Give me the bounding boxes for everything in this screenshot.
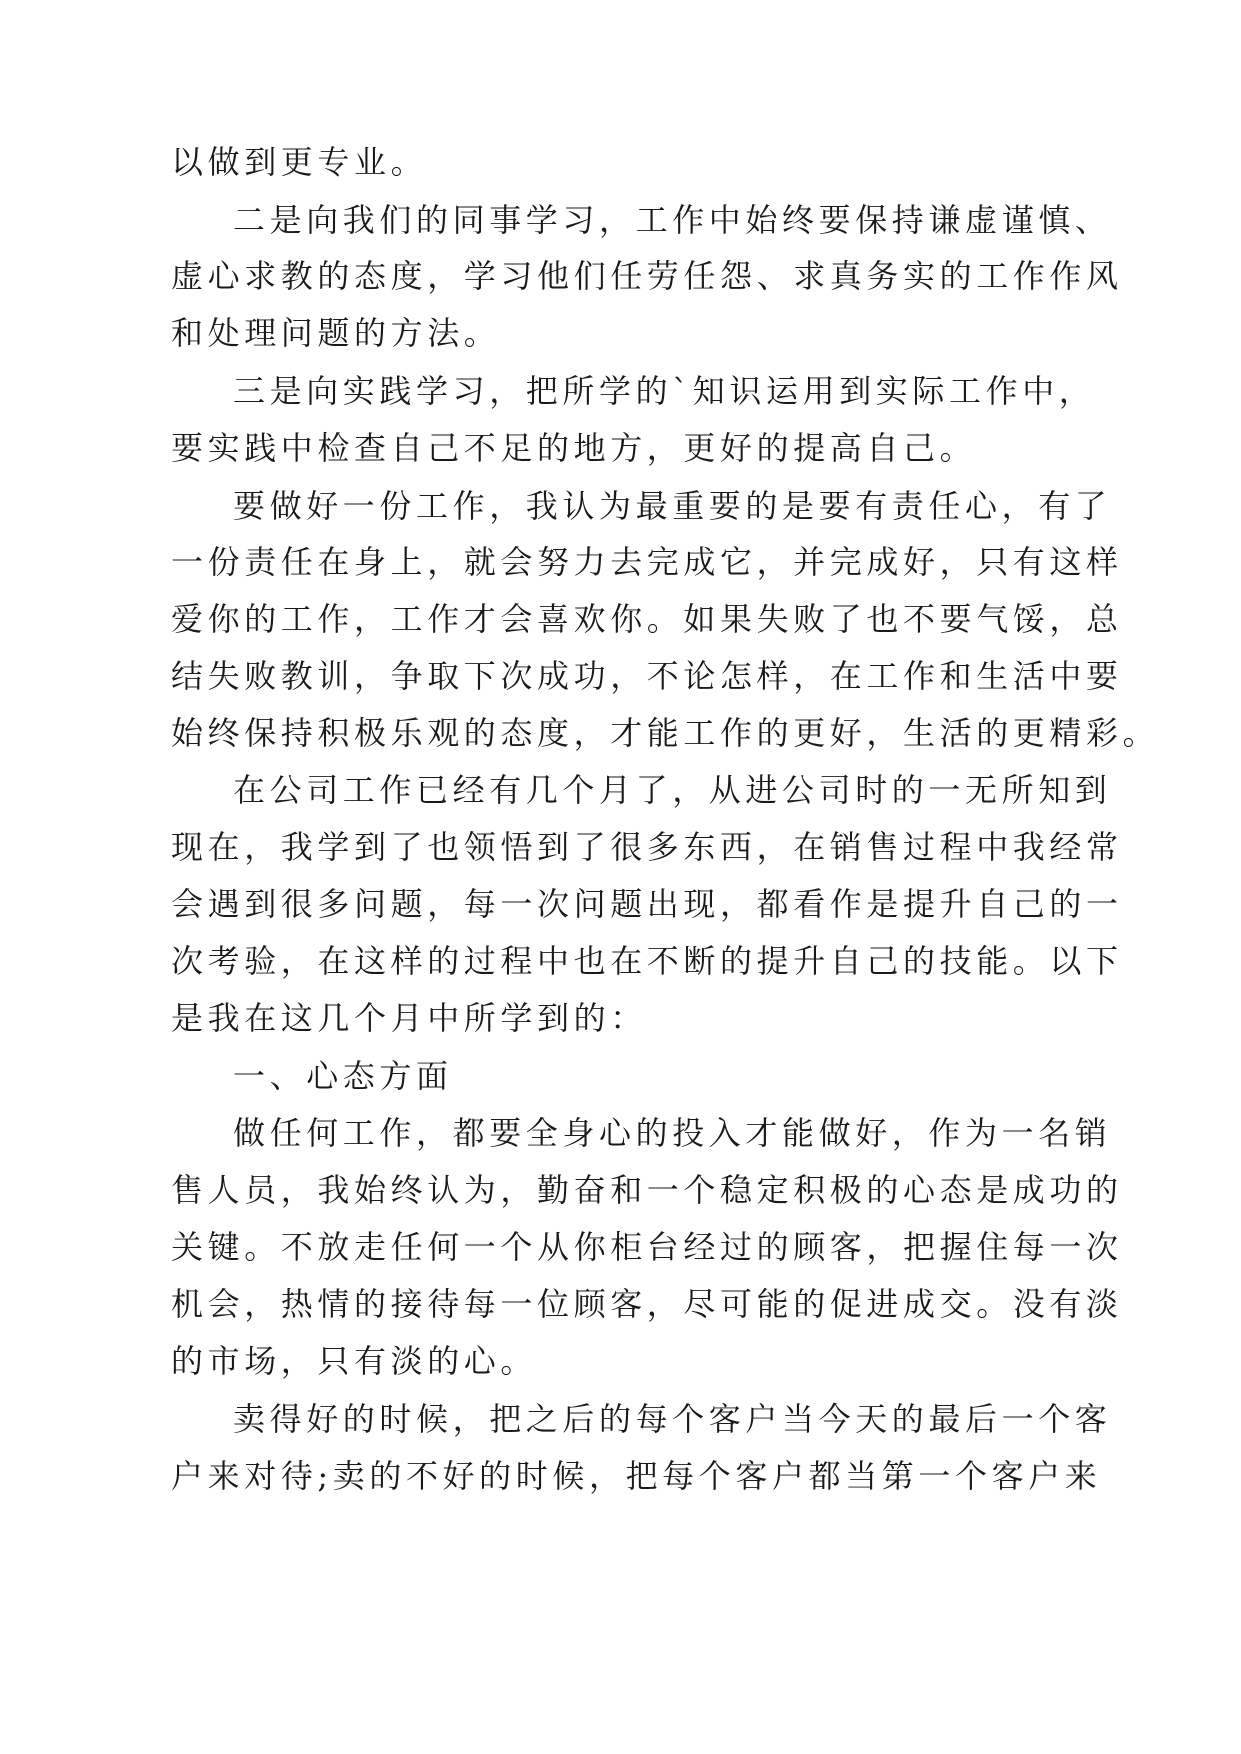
text-line: 机会，热情的接待每一位顾客，尽可能的促进成交。没有淡 [171, 1285, 1123, 1323]
text-line: 卖得好的时候，把之后的每个客户当今天的最后一个客 [233, 1400, 1112, 1438]
section-heading: 一、心态方面 [233, 1057, 453, 1095]
text-line: 现在，我学到了也领悟到了很多东西，在销售过程中我经常 [171, 828, 1123, 866]
text-line: 次考验，在这样的过程中也在不断的提升自己的技能。以下 [171, 942, 1123, 980]
text-line: 以做到更专业。 [171, 143, 428, 181]
text-line: 二是向我们的同事学习，工作中始终要保持谦虚谨慎、 [233, 201, 1112, 239]
text-line: 关键。不放走任何一个从你柜台经过的顾客，把握住每一次 [171, 1228, 1123, 1266]
text-line: 和处理问题的方法。 [171, 314, 501, 352]
text-line: 虚心求教的态度，学习他们任劳任怨、求真务实的工作作风 [171, 257, 1123, 295]
text-line: 一份责任在身上，就会努力去完成它，并完成好，只有这样 [171, 543, 1123, 581]
text-line: 户来对待;卖的不好的时候，把每个客户都当第一个客户来 [171, 1457, 1102, 1495]
text-line: 售人员，我始终认为，勤奋和一个稳定积极的心态是成功的 [171, 1171, 1123, 1209]
text-line: 始终保持积极乐观的态度，才能工作的更好，生活的更精彩。 [171, 714, 1160, 752]
text-line: 是我在这几个月中所学到的： [171, 999, 647, 1037]
text-line: 会遇到很多问题，每一次问题出现，都看作是提升自己的一 [171, 885, 1123, 923]
text-line: 爱你的工作，工作才会喜欢你。如果失败了也不要气馁，总 [171, 600, 1123, 638]
text-line: 结失败教训，争取下次成功，不论怎样，在工作和生活中要 [171, 657, 1123, 695]
text-line: 要做好一份工作，我认为最重要的是要有责任心，有了 [233, 487, 1112, 525]
text-line: 的市场，只有淡的心。 [171, 1342, 538, 1380]
text-line: 在公司工作已经有几个月了，从进公司时的一无所知到 [233, 771, 1112, 809]
text-line: 做任何工作，都要全身心的投入才能做好，作为一名销 [233, 1114, 1112, 1152]
text-line: 要实践中检查自己不足的地方，更好的提高自己。 [171, 429, 977, 467]
text-line: 三是向实践学习，把所学的`知识运用到实际工作中， [233, 372, 1096, 410]
